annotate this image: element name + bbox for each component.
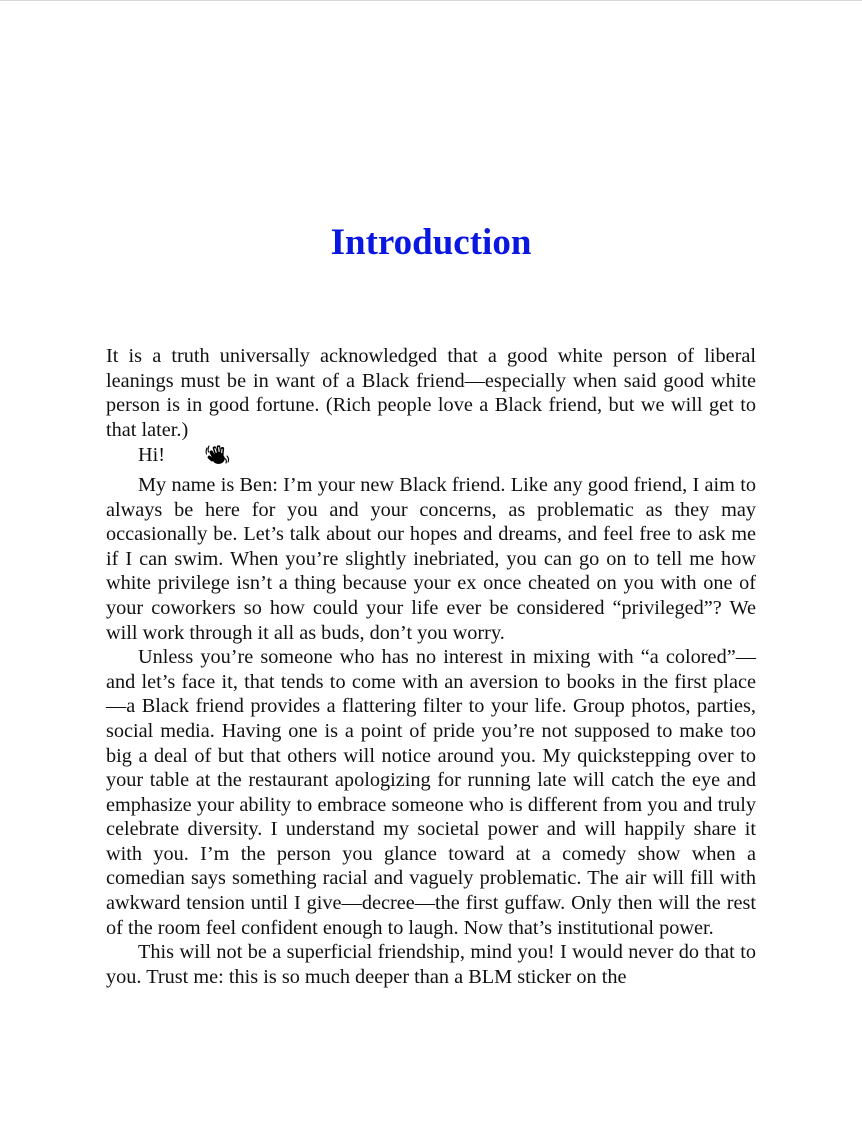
chapter-title: Introduction — [330, 222, 532, 263]
paragraph-4: This will not be a superficial friendship, mind you! I would never do that to you. Trust me: this is so much deeper than a BLM sticker on the — [106, 941, 756, 988]
paragraph-1: It is a truth universally acknowledged that a good white person of liberal leanings must be in want of a Black friend—especially when said good white person is in good fortune. (Rich people love a Black friend, but we will get to that later.) — [106, 345, 756, 441]
waving-hand-icon — [172, 442, 232, 473]
greeting-line — [106, 442, 756, 473]
chapter-body — [106, 344, 756, 989]
paragraph-3: Unless you’re someone who has no interest in mixing with “a colored”—and let’s face it, that tends to come with an aversion to books in the first place—a Black friend provides a flattering filter to your life. Group photos, parties, social media. Having one is a point of pride you’re not supposed to make too big a deal of but that others will notice around you. My quickstepping over to your table at the restaurant apologizing for running late will catch the eye and emphasize your ability to embrace someone who is different from you and truly celebrate diversity. I understand my societal power and will happily share it with you. I’m the person you glance toward at a comedy show when a comedian says something racial and vaguely problematic. The air will fill with awkward tension until I give—decree—the first guffaw. Only then will the rest of the room feel confident enough to laugh. Now that’s institutional power. — [106, 646, 756, 939]
paragraph-2: My name is Ben: I’m your new Black friend. Like any good friend, I aim to always be here for you and your concerns, as problematic as they may occasionally be. Let’s talk about our hopes and dreams, and feel free to ask me if I can swim. When you’re slightly inebriated, you can go on to tell me how white privilege isn’t a thing because your ex once cheated on you with one of your coworkers so how could your life ever be considered “privileged”? We will work through it all as buds, don’t you worry. — [106, 473, 756, 644]
page-top-rule — [0, 0, 862, 1]
greeting-text: Hi! — [138, 444, 166, 467]
